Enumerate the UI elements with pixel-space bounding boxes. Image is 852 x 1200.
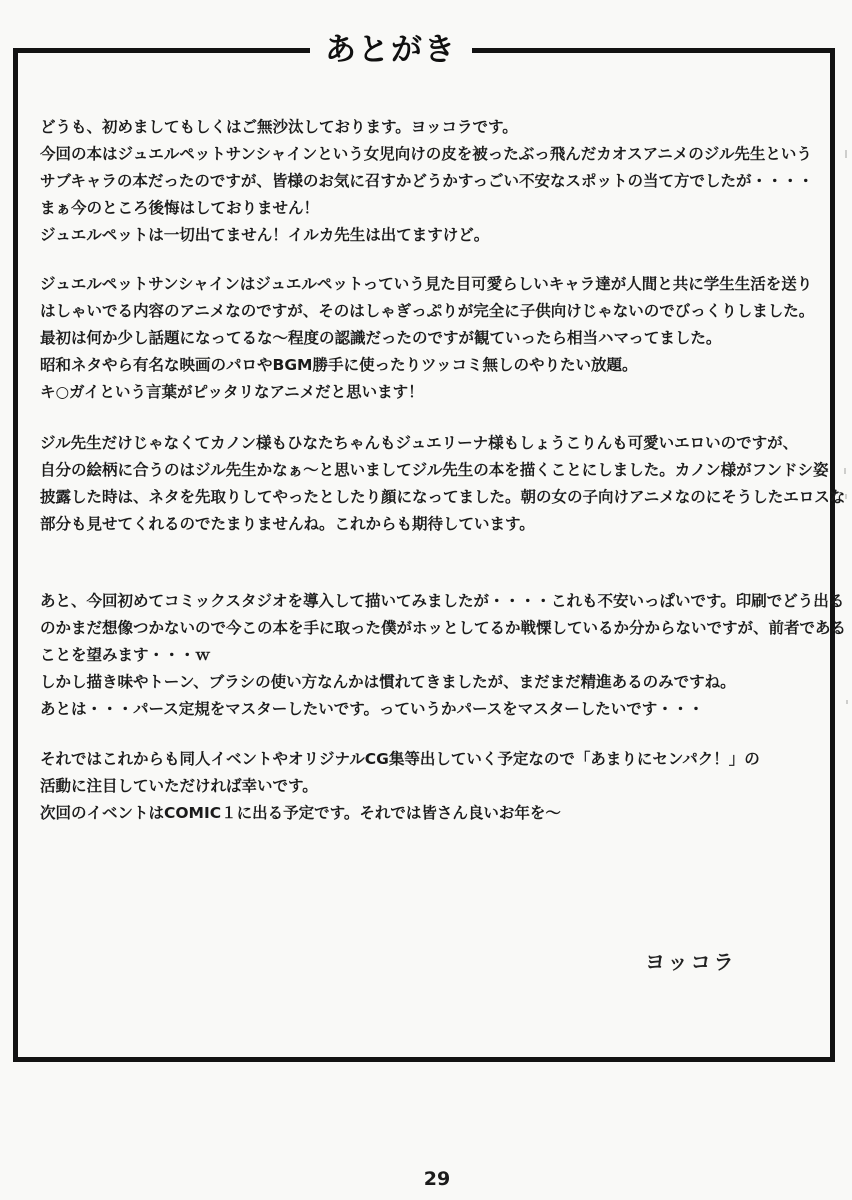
text-line: サブキャラの本だったのですが、皆様のお気に召すかどうかすっごい不安なスポットの当て方でしたが・・・・ xyxy=(40,172,814,190)
scan-artifact xyxy=(845,494,847,499)
paragraph-characters xyxy=(40,430,846,538)
paragraph-closing xyxy=(40,746,830,827)
text-line: 披露した時は、ネタを先取りしてやったとしたり顔になってました。朝の女の子向けアニメなのにそうしたエロスな xyxy=(40,488,846,506)
afterword-text xyxy=(40,114,847,827)
scan-artifact xyxy=(846,700,848,704)
paragraph-about-anime xyxy=(40,271,830,406)
text-line: 最初は何か少し話題になってるな～程度の認識だったのですが観ていったら相当ハマってました。 xyxy=(40,329,722,347)
text-line: どうも、初めましてもしくはご無沙汰しております。ヨッコラです。 xyxy=(40,118,518,136)
text-line: 活動に注目していただければ幸いです。 xyxy=(40,777,318,795)
text-line: ジュエルペットは一切出てません！イルカ先生は出てますけど。 xyxy=(40,226,490,244)
text-line: あとは・・・パース定規をマスターしたいです。っていうかパースをマスターしたいです・・・ xyxy=(40,700,704,718)
text-line: まぁ今のところ後悔はしておりません！ xyxy=(40,199,320,217)
paragraph-intro xyxy=(40,114,830,249)
text-line: ジル先生だけじゃなくてカノン様もひなたちゃんもジュエリーナ様もしょうこりんも可愛いエロいのですが、 xyxy=(40,434,799,452)
text-line: はしゃいでる内容のアニメなのですが、そのはしゃぎっぷりが完全に子供向けじゃないのでびっくりしました。 xyxy=(40,302,815,320)
scan-artifact xyxy=(844,468,846,474)
author-signature: ヨッコラ xyxy=(645,950,737,974)
text-line: キ○ガイという言葉がピッタリなアニメだと思います！ xyxy=(40,383,424,401)
text-line: 自分の絵柄に合うのはジル先生かなぁ～と思いましてジル先生の本を描くことにしました。カノン様がフンドシ姿 xyxy=(40,461,829,479)
text-line: それではこれからも同人イベントやオリジナルCG集等出していく予定なので「あまりにセンパク！」の xyxy=(40,750,760,768)
text-line: のかまだ想像つかないので今この本を手に取った僕がホッとしてるか戦慄しているか分からないですが、前者である xyxy=(40,619,847,637)
page-number: 29 xyxy=(423,1168,451,1190)
text-line: 次回のイベントはCOMIC１に出る予定です。それでは皆さん良いお年を～ xyxy=(40,804,561,822)
text-line: しかし描き味やトーン、ブラシの使い方なんかは慣れてきましたが、まだまだ精進あるのみですね。 xyxy=(40,673,736,691)
text-line: 部分も見せてくれるのでたまりませんね。これからも期待しています。 xyxy=(40,515,535,533)
text-line: 昭和ネタやら有名な映画のパロやBGM勝手に使ったりツッコミ無しのやりたい放題。 xyxy=(40,356,638,374)
paragraph-comic-studio xyxy=(40,588,847,723)
text-line: ことを望みます・・・ｗ xyxy=(40,646,211,664)
text-line: 今回の本はジュエルペットサンシャインという女児向けの皮を被ったぶっ飛んだカオスアニメのジル先生という xyxy=(40,145,812,163)
scan-artifact xyxy=(845,150,847,158)
text-line: あと、今回初めてコミックスタジオを導入して描いてみましたが・・・・これも不安いっぱいです。印刷でどう出る xyxy=(40,592,845,610)
text-line: ジュエルペットサンシャインはジュエルペットっていう見た目可愛らしいキャラ達が人間と共に学生生活を送り xyxy=(40,275,813,293)
page-title: あとがき xyxy=(310,34,472,67)
